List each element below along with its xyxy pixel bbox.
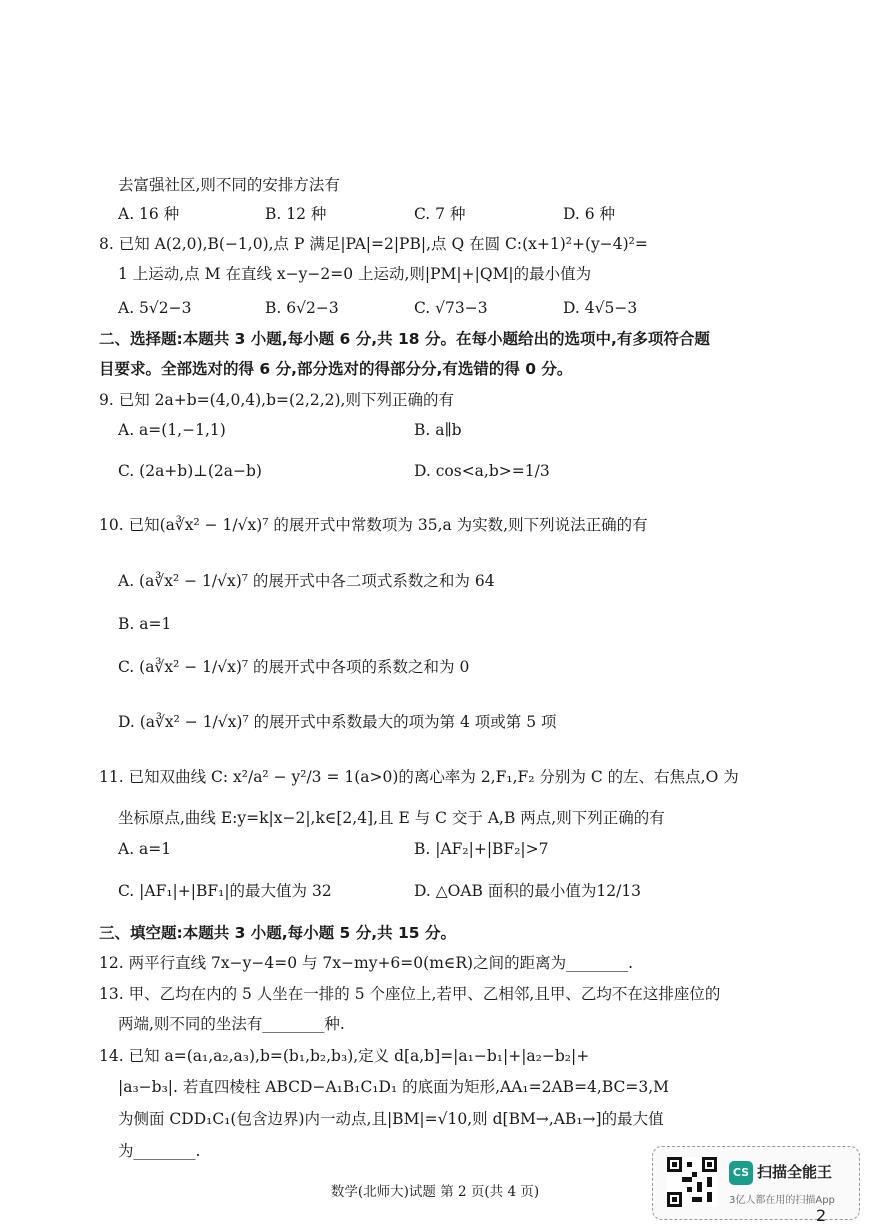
qr-code-icon bbox=[667, 1157, 717, 1207]
q9-option-d: D. cos<a,b>=1/3 bbox=[414, 462, 550, 480]
q13-line-2: 两端,则不同的坐法有________种. bbox=[118, 1015, 345, 1033]
section-3-heading: 三、填空题:本题共 3 小题,每小题 5 分,共 15 分。 bbox=[99, 924, 456, 942]
watermark-subtitle: 3亿人都在用的扫描App bbox=[729, 1195, 835, 1206]
q11-line-1: 11. 已知双曲线 C: x²/a² − y²/3 = 1(a>0)的离心率为 2,F₁,F₂ 分别为 C 的左、右焦点,O 为 bbox=[99, 768, 739, 786]
q11-option-c: C. |AF₁|+|BF₁|的最大值为 32 bbox=[118, 882, 332, 900]
q8-option-d: D. 4√5−3 bbox=[563, 299, 638, 317]
q10-option-d: D. (a∛x² − 1/√x)⁷ 的展开式中系数最大的项为第 4 项或第 5 项 bbox=[118, 713, 557, 731]
q7-option-d: D. 6 种 bbox=[563, 205, 616, 223]
q11-option-b: B. |AF₂|+|BF₂|>7 bbox=[414, 840, 549, 858]
scanner-watermark bbox=[652, 1146, 860, 1220]
q8-option-c: C. √73−3 bbox=[414, 299, 488, 317]
q9-option-a: A. a=(1,−1,1) bbox=[118, 421, 226, 439]
q10-option-b: B. a=1 bbox=[118, 615, 172, 633]
page-number: 2 bbox=[816, 1206, 827, 1225]
q7-continuation: 去富强社区,则不同的安排方法有 bbox=[118, 176, 340, 194]
q7-option-b: B. 12 种 bbox=[265, 205, 327, 223]
section-2-heading-cont: 目要求。全部选对的得 6 分,部分选对的得部分分,有选错的得 0 分。 bbox=[99, 360, 573, 378]
q8-option-a: A. 5√2−3 bbox=[118, 299, 192, 317]
cs-logo-icon: CS bbox=[729, 1161, 753, 1185]
q13-line-1: 13. 甲、乙均在内的 5 人坐在一排的 5 个座位上,若甲、乙相邻,且甲、乙均不在这排座位的 bbox=[99, 985, 721, 1003]
q11-line-2: 坐标原点,曲线 E:y=k|x−2|,k∈[2,4],且 E 与 C 交于 A,B 两点,则下列正确的有 bbox=[118, 809, 665, 827]
q11-option-a: A. a=1 bbox=[118, 840, 172, 858]
q7-option-a: A. 16 种 bbox=[118, 205, 180, 223]
q14-line-4: 为________. bbox=[118, 1142, 201, 1160]
q9-option-c: C. (2a+b)⊥(2a−b) bbox=[118, 462, 262, 480]
watermark-title: 扫描全能王 bbox=[757, 1163, 833, 1181]
q14-line-1: 14. 已知 a=(a₁,a₂,a₃),b=(b₁,b₂,b₃),定义 d[a,b]=|a₁−b₁|+|a₂−b₂|+ bbox=[99, 1047, 590, 1065]
q10-option-a: A. (a∛x² − 1/√x)⁷ 的展开式中各二项式系数之和为 64 bbox=[118, 572, 495, 590]
q11-option-d: D. △OAB 面积的最小值为12/13 bbox=[414, 882, 642, 900]
q10-stem: 10. 已知(a∛x² − 1/√x)⁷ 的展开式中常数项为 35,a 为实数,则下列说法正确的有 bbox=[99, 516, 648, 534]
q8-option-b: B. 6√2−3 bbox=[265, 299, 339, 317]
q8-line-2: 1 上运动,点 M 在直线 x−y−2=0 上运动,则|PM|+|QM|的最小值为 bbox=[118, 265, 592, 283]
section-2-heading: 二、选择题:本题共 3 小题,每小题 6 分,共 18 分。在每小题给出的选项中,有多项符合题 bbox=[99, 330, 710, 348]
q10-option-c: C. (a∛x² − 1/√x)⁷ 的展开式中各项的系数之和为 0 bbox=[118, 658, 470, 676]
q14-line-3: 为侧面 CDD₁C₁(包含边界)内一动点,且|BM|=√10,则 d[BM→,AB₁→]的最大值 bbox=[118, 1110, 664, 1128]
q8-line-1: 8. 已知 A(2,0),B(−1,0),点 P 满足|PA|=2|PB|,点 Q 在圆 C:(x+1)²+(y−4)²= bbox=[99, 235, 648, 253]
q7-option-c: C. 7 种 bbox=[414, 205, 466, 223]
q12: 12. 两平行直线 7x−y−4=0 与 7x−my+6=0(m∈R)之间的距离为________. bbox=[99, 954, 634, 972]
q9-stem: 9. 已知 2a+b=(4,0,4),b=(2,2,2),则下列正确的有 bbox=[99, 391, 454, 409]
q9-option-b: B. a∥b bbox=[414, 421, 462, 439]
q14-line-2: |a₃−b₃|. 若直四棱柱 ABCD−A₁B₁C₁D₁ 的底面为矩形,AA₁=2AB=4,BC=3,M bbox=[118, 1078, 670, 1096]
page-footer: 数学(北师大)试题 第 2 页(共 4 页) bbox=[330, 1184, 540, 1200]
